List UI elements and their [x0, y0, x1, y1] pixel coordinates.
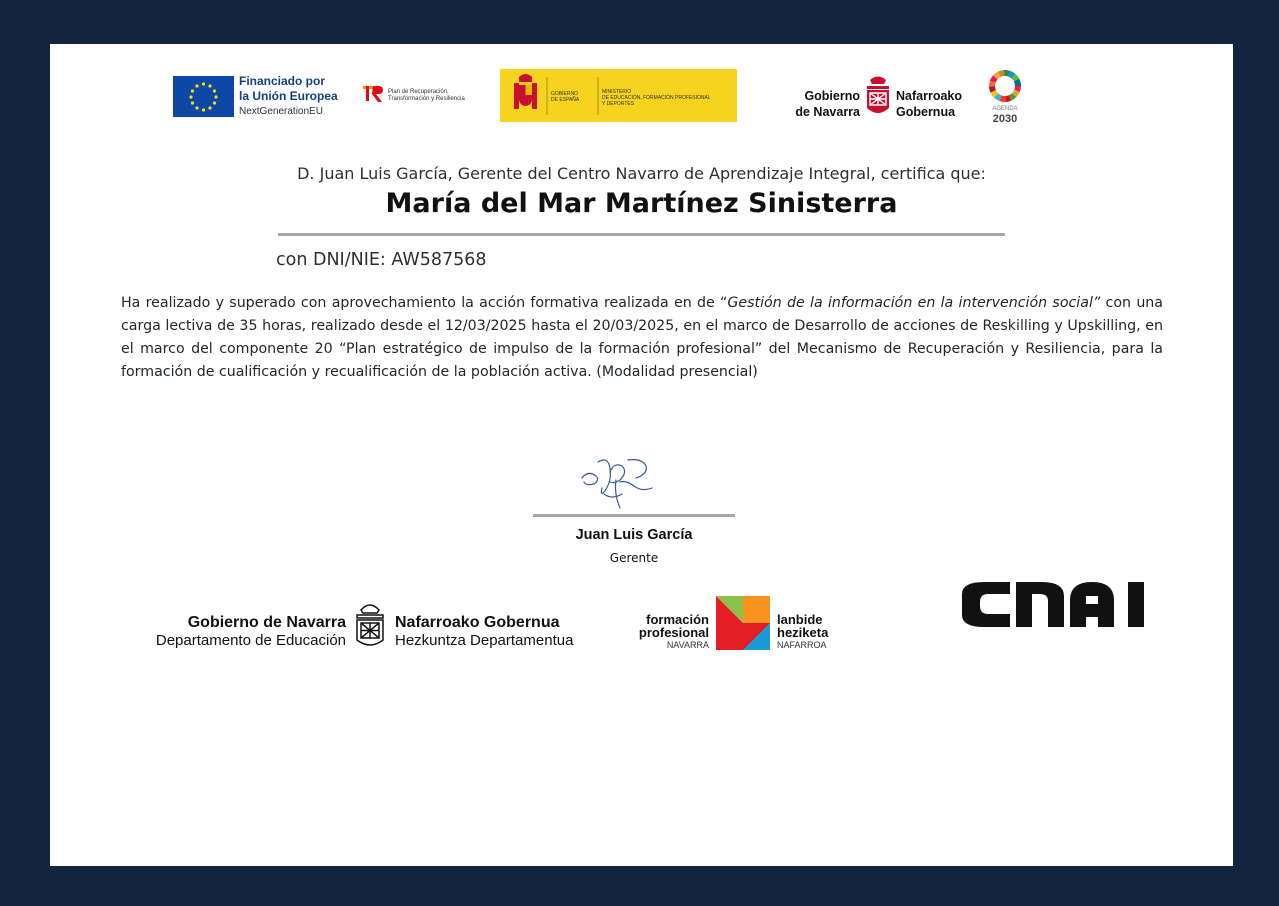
para-prefix: Ha realizado y superado con aprovechamiento la acción formativa realizada en de “: [121, 295, 728, 311]
handwritten-signature: [574, 454, 674, 514]
fp-line-2: profesional: [638, 625, 709, 640]
para-mid-2: horas, realizado desde el: [257, 318, 445, 334]
course-hours: 35: [239, 318, 258, 334]
eu-line-3: NextGenerationEU: [239, 106, 323, 117]
navarra-top-line-1: Gobierno: [804, 89, 860, 103]
spain-coat-of-arms-icon: [514, 74, 537, 109]
certificate-page: [50, 44, 1233, 866]
fp-left-text: [630, 613, 709, 652]
recipient-name: María del Mar Martínez Sinisterra: [385, 188, 898, 219]
navarra-logo-left-text: [787, 88, 860, 120]
eu-line-2: la Unión Europea: [239, 89, 338, 103]
para-mid-3: hasta el: [526, 318, 593, 334]
agenda-label: AGENDA: [992, 106, 1018, 112]
ministerio-line-1: MINISTERIO: [602, 89, 632, 95]
eu-line-1: Financiado por: [239, 74, 326, 88]
para-suffix: , en el marco de Desarrollo de acciones de Reskilling y Upskilling, en el marco del componente 20 “Plan estratégico de impulso de la formación profesional” del Mecanismo de Recuperación y Resiliencia, para la formación de cualificación y recualificación de la población activa. (Modalidad presencial): [121, 318, 1164, 380]
signature-line: [533, 514, 735, 517]
ministerio-line-2: DE EDUCACIÓN, FORMACIÓN PROFESIONAL: [602, 95, 711, 101]
signer-role: Gerente: [609, 551, 659, 565]
cnai-logo: [962, 582, 1150, 640]
navarra-education-left-text: [124, 614, 346, 650]
certificate-body-paragraph: [121, 292, 1163, 384]
dni-line: [276, 250, 487, 270]
navarra-edu-line-2: Departamento de Educación: [155, 632, 346, 649]
eu-funding-text: [239, 74, 338, 119]
navarra-edu-line-3: Nafarroako Gobernua: [395, 614, 560, 631]
prtr-line-2: Transformación y Resiliencia: [388, 96, 465, 102]
prtr-line-1: Plan de Recuperación,: [388, 89, 449, 95]
navarra-edu-line-4: Hezkuntza Departamentua: [395, 632, 574, 649]
course-name: Gestión de la información en la intervención social”: [727, 295, 1101, 311]
para-mid-1: con una carga lectiva de: [121, 295, 1163, 334]
certification-intro: D. Juan Luis García, Gerente del Centro Navarro de Aprendizaje Integral, certifica que:: [297, 164, 986, 183]
signer-name: Juan Luis García: [575, 527, 693, 543]
navarra-edu-line-1: Gobierno de Navarra: [187, 614, 346, 631]
gob-es-line-1: GOBIERNO: [551, 91, 578, 97]
fp-colour-mark-icon: [716, 596, 770, 650]
fp-line-5: heziketa: [777, 625, 829, 640]
dni-label: con DNI/NIE:: [276, 250, 386, 270]
gob-es-line-2: DE ESPAÑA: [551, 97, 580, 103]
name-underline: [278, 233, 1005, 236]
navarra-top-line-2: de Navarra: [795, 105, 860, 119]
navarra-shield-bw-icon: [353, 601, 387, 653]
fp-line-1: formación: [646, 612, 709, 627]
ministerio-line-3: Y DEPORTES: [602, 101, 635, 107]
navarra-top-line-4: Gobernua: [896, 105, 956, 119]
eu-flag-logo: [173, 76, 234, 117]
agenda-year: 2030: [992, 113, 1018, 125]
ministerio-text: [602, 89, 711, 107]
fp-right-text: [777, 613, 828, 652]
fp-line-4: lanbide: [777, 612, 823, 627]
prtr-text: [388, 89, 465, 103]
date-to: 20/03/2025: [592, 318, 675, 334]
fp-line-6: NAFARROA: [777, 640, 827, 650]
agenda-2030-wheel-icon: [989, 70, 1021, 106]
navarra-top-line-3: Nafarroako: [896, 89, 962, 103]
navarra-education-right-text: [395, 614, 573, 650]
navarra-logo-right-text: [896, 88, 962, 120]
fp-line-3: NAVARRA: [666, 640, 709, 650]
date-from: 12/03/2025: [444, 318, 527, 334]
navarra-shield-icon: [865, 74, 891, 124]
gobierno-espana-text: [551, 91, 579, 103]
dni-value: AW587568: [391, 250, 487, 270]
